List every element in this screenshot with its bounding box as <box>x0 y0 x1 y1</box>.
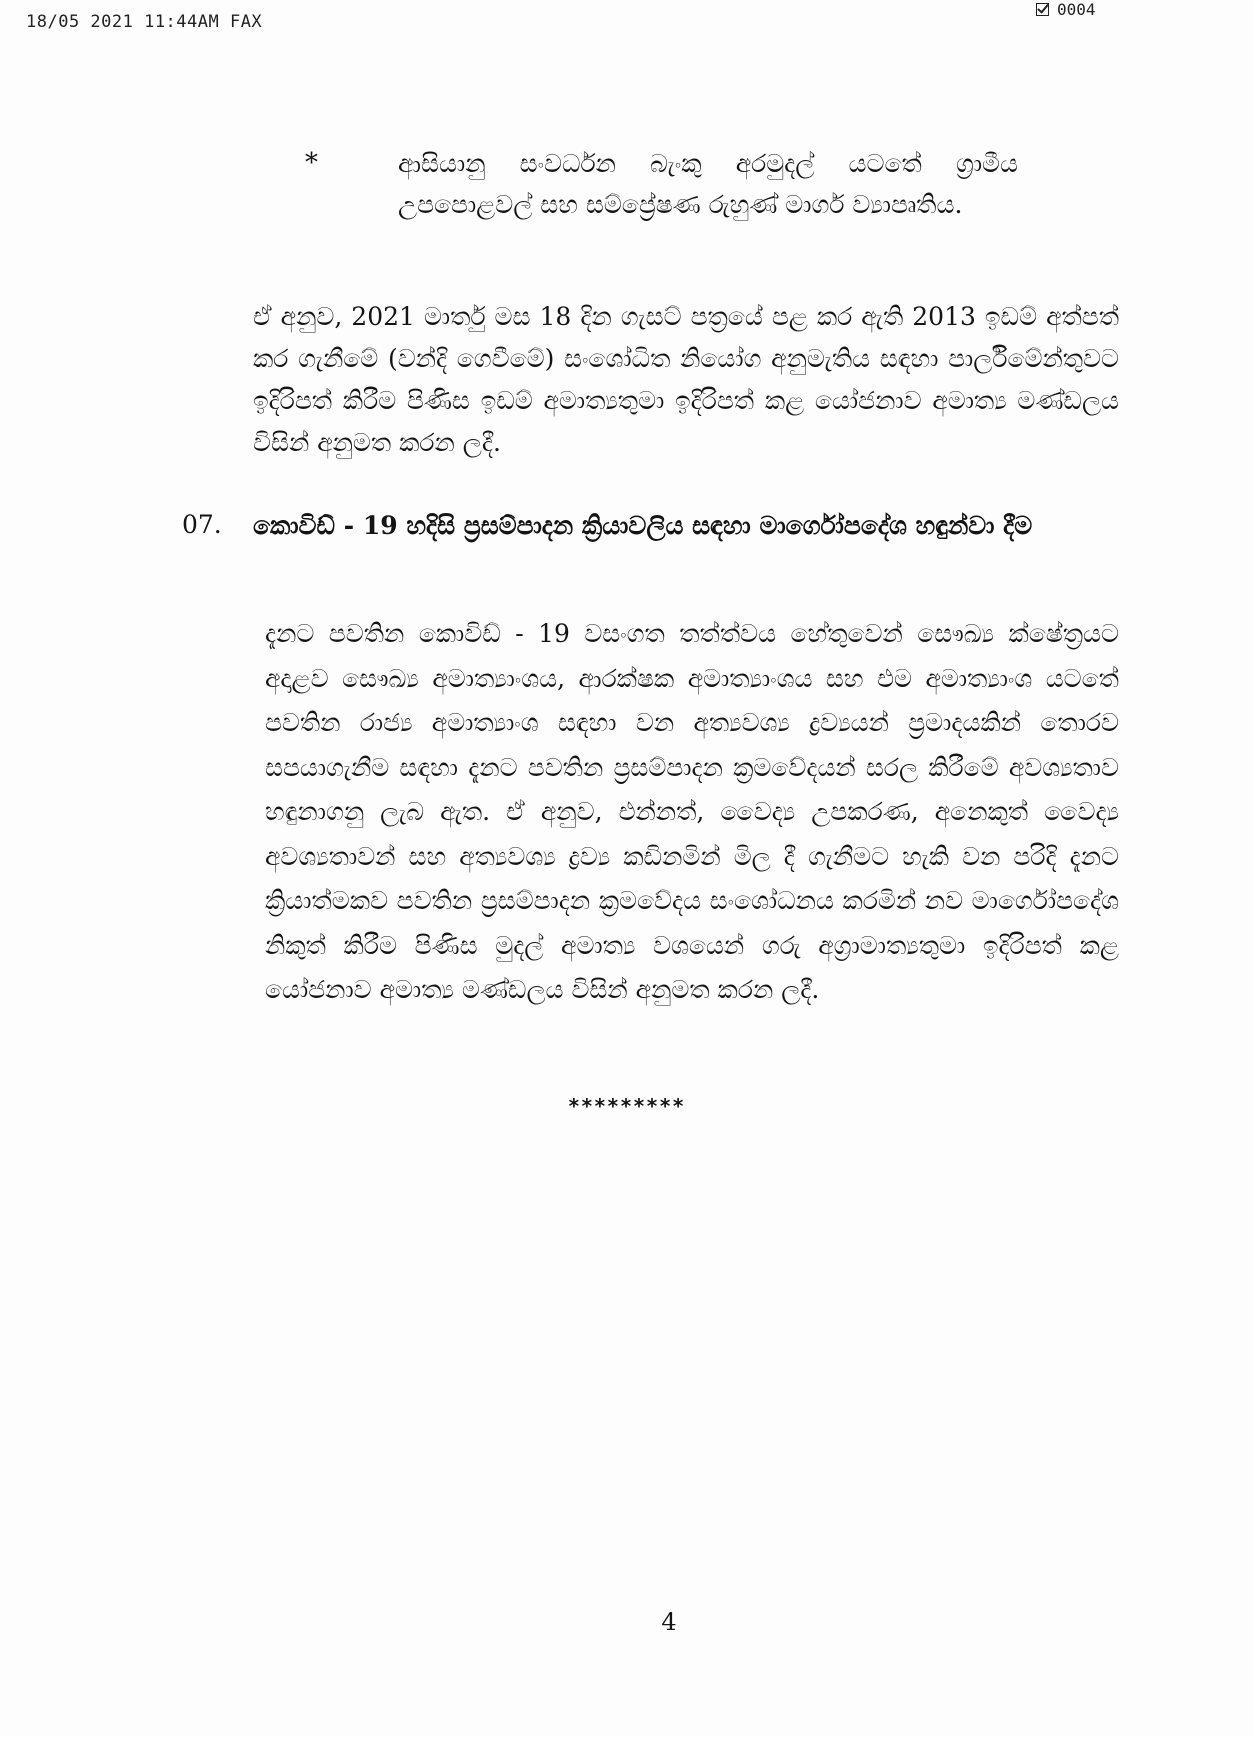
paragraph-land-acquisition: ඒ අනුව, 2021 මාර්තු මස 18 දින ගැසට් පත්‍රයේ පළ කර ඇති 2013 ඉඩම් අත්පත් කර ගැනීමේ (වන්දි ගෙවීමේ) සංශෝධිත නියෝග අනුමැතිය සඳහා පාර්ලිමේන්තුවට ඉදිරිපත් කිරීම පිණිස ඉඩම් අමාත්‍යතුමා ඉදිරිපත් කළ යෝජනාව අමාත්‍ය මණ්ඩලය විසින් අනුමත කරන ලදී. <box>253 302 1119 457</box>
section-title: කොවිඩ් - 19 හදිසි ප්‍රසම්පාදන ක්‍රියාවලිය සඳහා මාර්ගෝපදේශ හඳුන්වා දීම <box>253 511 1033 540</box>
section-body: දැනට පවතින කොවිඩ් - 19 වසංගත තත්ත්වය හේතුවෙන් සෞඛ්‍ය ක්ෂේත්‍රයට අදාළව සෞඛ්‍ය අමාත්‍යාංශය, ආරක්ෂක අමාත්‍යාංශය සහ එම අමාත්‍යාංශ යටතේ පවතින රාජ්‍ය අමාත්‍යාංශ සඳහා වන අත්‍යවශ්‍ය ද්‍රව්‍යයන් ප්‍රමාදයකින් තොරව සපයාගැනීම සඳහා දැනට පවතින ප්‍රසම්පාදන ක්‍රමවේදයන් සරල කිරීමේ අවශ්‍යතාව හඳුනාගනු ලැබ ඇත. ඒ අනුව, එන්නත්, වෛද්‍ය උපකරණ, අනෙකුත් වෛද්‍ය අවශ්‍යතාවන් සහ අත්‍යවශ්‍ය ද්‍රව්‍ය කඩිනමින් මිල දී ගැනීමට හැකි වන පරිදි දැනට ක්‍රියාත්මකව පවතින ප්‍රසම්පාදන ක්‍රමවේදය සංශෝධනය කරමින් නව මාර්ගෝපදේශ නිකුත් කිරීම පිණිස මුදල් අමාත්‍ය වශයෙන් ගරු අග්‍රාමාත්‍යතුමා ඉදිරිපත් කළ යෝජනාව අමාත්‍ය මණ්ඩලය විසින් අනුමත කරන ලදී. <box>265 619 1119 1004</box>
page-number: 4 <box>661 1608 677 1636</box>
checked-box-icon <box>1036 3 1049 16</box>
bullet-item-text: ආසියානු සංවර්ධන බැංකු අරමුදල් යටතේ ග්‍රාමීය උපපොළවල් සහ සම්ප්‍රේෂණ රුහුණ් මාර්ග ව්‍යාපෘතිය. <box>398 149 1018 219</box>
section-number: 07. <box>182 510 222 539</box>
end-separator: ********* <box>567 1094 686 1118</box>
fax-page-number: 0004 <box>1057 0 1096 19</box>
fax-header: 18/05 2021 11:44AM FAX <box>26 12 263 32</box>
fax-page-ref <box>1036 0 1096 19</box>
bullet-marker: * <box>305 148 318 178</box>
